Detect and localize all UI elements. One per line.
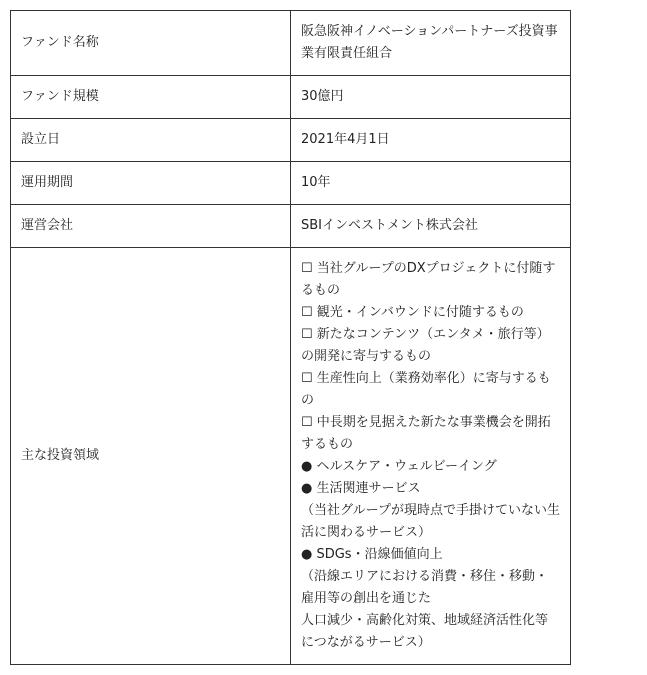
row-label: ファンド名称 [11,11,291,76]
row-label: 運営会社 [11,205,291,248]
fund-overview-table [10,10,571,665]
row-value: 30億円 [291,76,571,119]
investment-area-item: ☐ 新たなコンテンツ（エンタメ・旅行等）の開発に寄与するもの [301,327,550,364]
investment-areas-list [291,248,571,665]
row-value: 10年 [291,162,571,205]
investment-area-item: ☐ 観光・インバウンドに付随するもの [301,305,524,320]
table-row-established-date [11,119,571,162]
row-label: 設立日 [11,119,291,162]
investment-area-item: ☐ 生産性向上（業務効率化）に寄与するもの [301,371,551,408]
investment-area-item: ● SDGs・沿線価値向上 [301,547,443,562]
investment-area-item: ☐ 中長期を見据えた新たな事業機会を開拓するもの [301,415,551,452]
investment-area-note: （当社グループが現時点で手掛けていない生活に関わるサービス） [301,503,560,540]
investment-area-item: ● ヘルスケア・ウェルビーイング [301,459,497,474]
investment-area-note: （沿線エリアにおける消費・移住・移動・雇用等の創出を通じた [301,569,549,606]
table-row-fund-size [11,76,571,119]
table-row-fund-name [11,11,571,76]
row-label: 運用期間 [11,162,291,205]
investment-area-note: 人口減少・高齢化対策、地域経済活性化等につながるサービス） [301,613,549,650]
row-label: ファンド規模 [11,76,291,119]
row-label: 主な投資領域 [11,248,291,665]
row-value: 2021年4月1日 [291,119,571,162]
row-value: 阪急阪神イノベーションパートナーズ投資事業有限責任組合 [291,11,571,76]
investment-area-item: ● 生活関連サービス [301,481,421,496]
investment-area-item: ☐ 当社グループのDXプロジェクトに付随するもの [301,261,556,298]
table-row-investment-areas [11,248,571,665]
table-row-operating-period [11,162,571,205]
row-value: SBIインベストメント株式会社 [291,205,571,248]
table-row-management-company [11,205,571,248]
